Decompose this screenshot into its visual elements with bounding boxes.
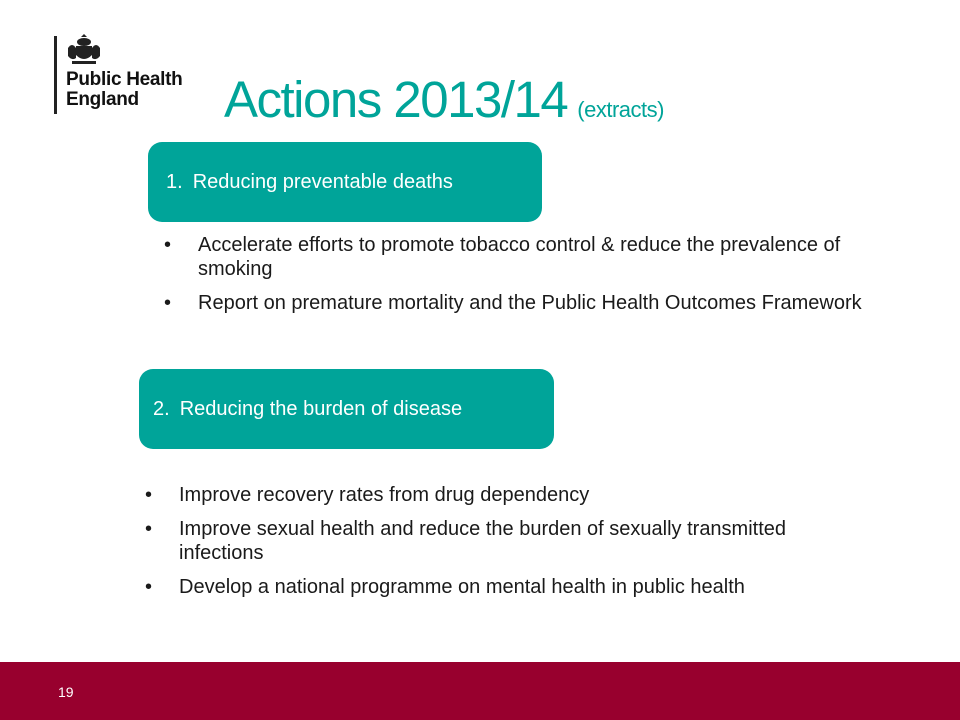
section-2-bullet-list <box>145 483 865 609</box>
footer-bar <box>0 662 960 720</box>
bullet-text: Develop a national programme on mental health in public health <box>179 576 745 598</box>
list-item <box>145 517 865 565</box>
bullet-text: Accelerate efforts to promote tobacco control & reduce the prevalence of smoking <box>198 234 841 280</box>
section-1-bullet-list <box>164 233 884 325</box>
royal-crest-icon <box>66 32 102 66</box>
bullet-icon: • <box>164 234 172 256</box>
bullet-icon: • <box>145 518 153 540</box>
bullet-icon: • <box>145 576 153 598</box>
bullet-icon: • <box>164 292 172 314</box>
title-subtitle: (extracts) <box>577 97 664 122</box>
bullet-icon: • <box>145 484 153 506</box>
section-1-number: 1. <box>166 170 183 193</box>
list-item <box>164 233 884 281</box>
bullet-text: Improve sexual health and reduce the burden of sexually transmitted infections <box>179 518 787 564</box>
section-2-heading-box <box>139 369 554 449</box>
section-2-heading: Reducing the burden of disease <box>179 397 463 420</box>
phe-logo <box>54 32 204 122</box>
logo-line-2: England <box>66 89 139 110</box>
logo-wordmark <box>66 70 182 110</box>
section-1-heading-box <box>148 142 542 222</box>
list-item <box>164 291 884 315</box>
bullet-text: Report on premature mortality and the Public Health Outcomes Framework <box>198 292 862 314</box>
logo-divider <box>54 36 57 114</box>
list-item <box>145 483 865 507</box>
slide-title <box>224 70 664 129</box>
title-main: Actions 2013/14 <box>224 71 568 128</box>
section-2-number: 2. <box>153 397 170 420</box>
bullet-text: Improve recovery rates from drug dependency <box>179 484 590 506</box>
page-number: 19 <box>58 684 74 700</box>
section-1-heading: Reducing preventable deaths <box>192 170 453 193</box>
list-item <box>145 575 865 599</box>
logo-line-1: Public Health <box>66 69 183 90</box>
